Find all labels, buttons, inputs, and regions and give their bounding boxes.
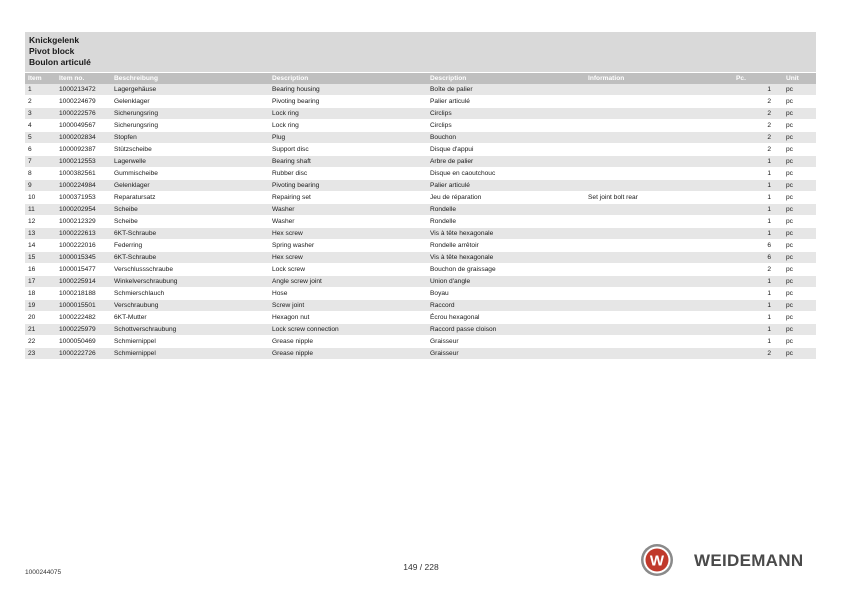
cell-info: [585, 312, 733, 324]
cell-desc-en: Bearing shaft: [269, 156, 427, 168]
cell-item-no: 1000015345: [56, 252, 111, 264]
logo-letter: W: [649, 552, 665, 570]
table-row: [25, 84, 816, 96]
cell-desc-fr: Rondelle: [427, 216, 585, 228]
cell-desc-de: Gelenklager: [111, 96, 269, 108]
cell-unit: pc: [783, 240, 816, 252]
cell-unit: pc: [783, 84, 816, 96]
parts-table: [25, 73, 816, 360]
cell-unit: pc: [783, 132, 816, 144]
cell-unit: pc: [783, 288, 816, 300]
table-row: [25, 192, 816, 204]
cell-desc-fr: Palier articulé: [427, 180, 585, 192]
cell-unit: pc: [783, 252, 816, 264]
cell-unit: pc: [783, 108, 816, 120]
cell-unit: pc: [783, 228, 816, 240]
cell-unit: pc: [783, 216, 816, 228]
cell-item: 12: [25, 216, 56, 228]
cell-qty: 1: [733, 204, 783, 216]
cell-item: 23: [25, 348, 56, 360]
cell-desc-fr: Jeu de réparation: [427, 192, 585, 204]
cell-desc-de: 6KT-Schraube: [111, 252, 269, 264]
cell-desc-en: Lock ring: [269, 120, 427, 132]
cell-info: [585, 324, 733, 336]
cell-info: [585, 132, 733, 144]
cell-info: [585, 156, 733, 168]
cell-item-no: 1000015477: [56, 264, 111, 276]
cell-item: 17: [25, 276, 56, 288]
cell-desc-en: Lock ring: [269, 108, 427, 120]
cell-desc-en: Lock screw connection: [269, 324, 427, 336]
cell-desc-en: Bearing housing: [269, 84, 427, 96]
cell-desc-fr: Boîte de palier: [427, 84, 585, 96]
title-block: [25, 32, 816, 72]
table-row: [25, 132, 816, 144]
table-row: [25, 300, 816, 312]
cell-item-no: 1000222576: [56, 108, 111, 120]
cell-info: [585, 252, 733, 264]
cell-desc-en: Plug: [269, 132, 427, 144]
cell-item: 11: [25, 204, 56, 216]
cell-item: 1: [25, 84, 56, 96]
cell-desc-en: Washer: [269, 216, 427, 228]
table-row: [25, 240, 816, 252]
cell-item: 3: [25, 108, 56, 120]
cell-item-no: 1000212329: [56, 216, 111, 228]
cell-unit: pc: [783, 168, 816, 180]
cell-desc-fr: Écrou hexagonal: [427, 312, 585, 324]
cell-desc-fr: Arbre de palier: [427, 156, 585, 168]
cell-item: 5: [25, 132, 56, 144]
title-german: Knickgelenk: [29, 35, 80, 45]
cell-info: [585, 96, 733, 108]
table-body: [25, 84, 816, 360]
cell-unit: pc: [783, 120, 816, 132]
cell-item: 10: [25, 192, 56, 204]
cell-item: 15: [25, 252, 56, 264]
cell-desc-fr: Circlips: [427, 108, 585, 120]
cell-qty: 1: [733, 288, 783, 300]
cell-desc-de: Scheibe: [111, 216, 269, 228]
cell-qty: 1: [733, 312, 783, 324]
cell-qty: 2: [733, 144, 783, 156]
cell-info: [585, 276, 733, 288]
cell-desc-fr: Bouchon: [427, 132, 585, 144]
cell-item: 22: [25, 336, 56, 348]
col-info: Information: [585, 73, 733, 84]
cell-info: [585, 204, 733, 216]
cell-desc-fr: Vis à tête hexagonale: [427, 252, 585, 264]
cell-info: [585, 240, 733, 252]
cell-info: [585, 108, 733, 120]
cell-desc-de: Schottverschraubung: [111, 324, 269, 336]
col-unit: Unit: [783, 73, 816, 84]
cell-info: [585, 216, 733, 228]
cell-item-no: 1000382561: [56, 168, 111, 180]
cell-unit: pc: [783, 180, 816, 192]
cell-item-no: 1000218188: [56, 288, 111, 300]
cell-desc-fr: Disque en caoutchouc: [427, 168, 585, 180]
cell-desc-fr: Rondelle arrêtoir: [427, 240, 585, 252]
cell-item-no: 1000224984: [56, 180, 111, 192]
cell-unit: pc: [783, 96, 816, 108]
cell-unit: pc: [783, 144, 816, 156]
cell-item-no: 1000225914: [56, 276, 111, 288]
table-row: [25, 168, 816, 180]
cell-desc-fr: Disque d'appui: [427, 144, 585, 156]
cell-item-no: 1000050469: [56, 336, 111, 348]
cell-desc-fr: Vis à tête hexagonale: [427, 228, 585, 240]
col-desc-en: Description: [269, 73, 427, 84]
cell-item-no: 1000222016: [56, 240, 111, 252]
cell-item-no: 1000371953: [56, 192, 111, 204]
cell-item-no: 1000202954: [56, 204, 111, 216]
cell-desc-en: Angle screw joint: [269, 276, 427, 288]
table-row: [25, 276, 816, 288]
cell-desc-fr: Union d'angle: [427, 276, 585, 288]
cell-qty: 2: [733, 96, 783, 108]
cell-desc-fr: Raccord: [427, 300, 585, 312]
cell-item: 16: [25, 264, 56, 276]
table-row: [25, 312, 816, 324]
col-qty: Pc.: [733, 73, 783, 84]
cell-desc-de: Schmiernippel: [111, 348, 269, 360]
cell-desc-de: 6KT-Schraube: [111, 228, 269, 240]
cell-desc-de: Gummischeibe: [111, 168, 269, 180]
cell-desc-en: Grease nipple: [269, 336, 427, 348]
cell-desc-de: Verschraubung: [111, 300, 269, 312]
page-number: 149 / 228: [403, 562, 439, 572]
cell-desc-en: Hose: [269, 288, 427, 300]
cell-item-no: 1000225979: [56, 324, 111, 336]
cell-item-no: 1000222482: [56, 312, 111, 324]
cell-qty: 1: [733, 276, 783, 288]
cell-info: [585, 288, 733, 300]
cell-unit: pc: [783, 192, 816, 204]
cell-desc-en: Pivoting bearing: [269, 180, 427, 192]
cell-item: 18: [25, 288, 56, 300]
cell-qty: 2: [733, 120, 783, 132]
cell-info: Set joint bolt rear: [585, 192, 733, 204]
cell-desc-en: Lock screw: [269, 264, 427, 276]
table-row: [25, 144, 816, 156]
table-row: [25, 156, 816, 168]
cell-unit: pc: [783, 264, 816, 276]
cell-unit: pc: [783, 300, 816, 312]
cell-item: 8: [25, 168, 56, 180]
table-row: [25, 324, 816, 336]
brand-name: WEIDEMANN: [694, 551, 804, 570]
cell-desc-fr: Rondelle: [427, 204, 585, 216]
col-desc-fr: Description: [427, 73, 585, 84]
cell-info: [585, 120, 733, 132]
cell-item-no: 1000049567: [56, 120, 111, 132]
cell-desc-de: 6KT-Mutter: [111, 312, 269, 324]
cell-desc-en: Spring washer: [269, 240, 427, 252]
cell-unit: pc: [783, 276, 816, 288]
cell-qty: 1: [733, 336, 783, 348]
cell-desc-de: Lagergehäuse: [111, 84, 269, 96]
cell-item: 9: [25, 180, 56, 192]
cell-qty: 1: [733, 192, 783, 204]
table-row: [25, 288, 816, 300]
col-item-no: Item no.: [56, 73, 111, 84]
col-desc-de: Beschreibung: [111, 73, 269, 84]
cell-desc-en: Screw joint: [269, 300, 427, 312]
cell-desc-de: Winkelverschraubung: [111, 276, 269, 288]
cell-info: [585, 348, 733, 360]
table-row: [25, 252, 816, 264]
cell-qty: 6: [733, 240, 783, 252]
cell-item-no: 1000015501: [56, 300, 111, 312]
table-row: [25, 264, 816, 276]
cell-desc-de: Sicherungsring: [111, 120, 269, 132]
cell-info: [585, 300, 733, 312]
document-number: 1000244075: [25, 569, 62, 576]
cell-desc-fr: Boyau: [427, 288, 585, 300]
cell-info: [585, 144, 733, 156]
cell-info: [585, 168, 733, 180]
cell-unit: pc: [783, 312, 816, 324]
table-row: [25, 228, 816, 240]
cell-item: 13: [25, 228, 56, 240]
cell-item-no: 1000202834: [56, 132, 111, 144]
table-header-row: [25, 73, 816, 84]
cell-qty: 1: [733, 300, 783, 312]
cell-qty: 6: [733, 252, 783, 264]
cell-unit: pc: [783, 336, 816, 348]
cell-qty: 1: [733, 324, 783, 336]
cell-desc-de: Scheibe: [111, 204, 269, 216]
cell-qty: 1: [733, 84, 783, 96]
cell-qty: 2: [733, 108, 783, 120]
cell-qty: 1: [733, 216, 783, 228]
cell-qty: 2: [733, 264, 783, 276]
cell-qty: 1: [733, 180, 783, 192]
cell-item-no: 1000092387: [56, 144, 111, 156]
table-row: [25, 108, 816, 120]
title-english: Pivot block: [29, 46, 75, 56]
cell-desc-en: Hexagon nut: [269, 312, 427, 324]
cell-desc-de: Stützscheibe: [111, 144, 269, 156]
cell-item-no: 1000222726: [56, 348, 111, 360]
cell-desc-fr: Raccord passe cloison: [427, 324, 585, 336]
table-row: [25, 96, 816, 108]
cell-info: [585, 180, 733, 192]
cell-desc-de: Gelenklager: [111, 180, 269, 192]
cell-desc-de: Sicherungsring: [111, 108, 269, 120]
cell-item-no: 1000224679: [56, 96, 111, 108]
cell-info: [585, 84, 733, 96]
cell-desc-en: Hex screw: [269, 252, 427, 264]
table-row: [25, 336, 816, 348]
cell-desc-en: Repairing set: [269, 192, 427, 204]
cell-desc-fr: Circlips: [427, 120, 585, 132]
cell-desc-fr: Graisseur: [427, 336, 585, 348]
cell-item-no: 1000212553: [56, 156, 111, 168]
title-french: Boulon articulé: [29, 57, 91, 67]
cell-desc-fr: Bouchon de graissage: [427, 264, 585, 276]
cell-desc-fr: Palier articulé: [427, 96, 585, 108]
table-row: [25, 180, 816, 192]
cell-desc-de: Schmierschlauch: [111, 288, 269, 300]
cell-info: [585, 228, 733, 240]
table-row: [25, 348, 816, 360]
cell-item: 14: [25, 240, 56, 252]
cell-item: 19: [25, 300, 56, 312]
cell-unit: pc: [783, 156, 816, 168]
cell-desc-de: Schmiernippel: [111, 336, 269, 348]
cell-unit: pc: [783, 348, 816, 360]
cell-item-no: 1000222613: [56, 228, 111, 240]
cell-item: 21: [25, 324, 56, 336]
cell-qty: 1: [733, 228, 783, 240]
cell-desc-de: Reparatursatz: [111, 192, 269, 204]
table-row: [25, 204, 816, 216]
cell-info: [585, 264, 733, 276]
cell-desc-fr: Graisseur: [427, 348, 585, 360]
cell-qty: 2: [733, 132, 783, 144]
cell-info: [585, 336, 733, 348]
cell-desc-en: Washer: [269, 204, 427, 216]
cell-unit: pc: [783, 204, 816, 216]
table-row: [25, 216, 816, 228]
col-item: Item: [25, 73, 56, 84]
cell-qty: 2: [733, 348, 783, 360]
cell-item: 7: [25, 156, 56, 168]
cell-qty: 1: [733, 168, 783, 180]
cell-desc-en: Pivoting bearing: [269, 96, 427, 108]
cell-item: 6: [25, 144, 56, 156]
cell-desc-en: Grease nipple: [269, 348, 427, 360]
cell-desc-de: Federring: [111, 240, 269, 252]
cell-item: 2: [25, 96, 56, 108]
cell-item: 20: [25, 312, 56, 324]
cell-desc-en: Rubber disc: [269, 168, 427, 180]
cell-desc-en: Hex screw: [269, 228, 427, 240]
cell-desc-de: Stopfen: [111, 132, 269, 144]
cell-desc-en: Support disc: [269, 144, 427, 156]
cell-unit: pc: [783, 324, 816, 336]
cell-desc-de: Lagerwelle: [111, 156, 269, 168]
cell-item: 4: [25, 120, 56, 132]
table-row: [25, 120, 816, 132]
cell-qty: 1: [733, 156, 783, 168]
cell-desc-de: Verschlussschraube: [111, 264, 269, 276]
cell-item-no: 1000213472: [56, 84, 111, 96]
weidemann-logo-icon: [640, 543, 674, 577]
